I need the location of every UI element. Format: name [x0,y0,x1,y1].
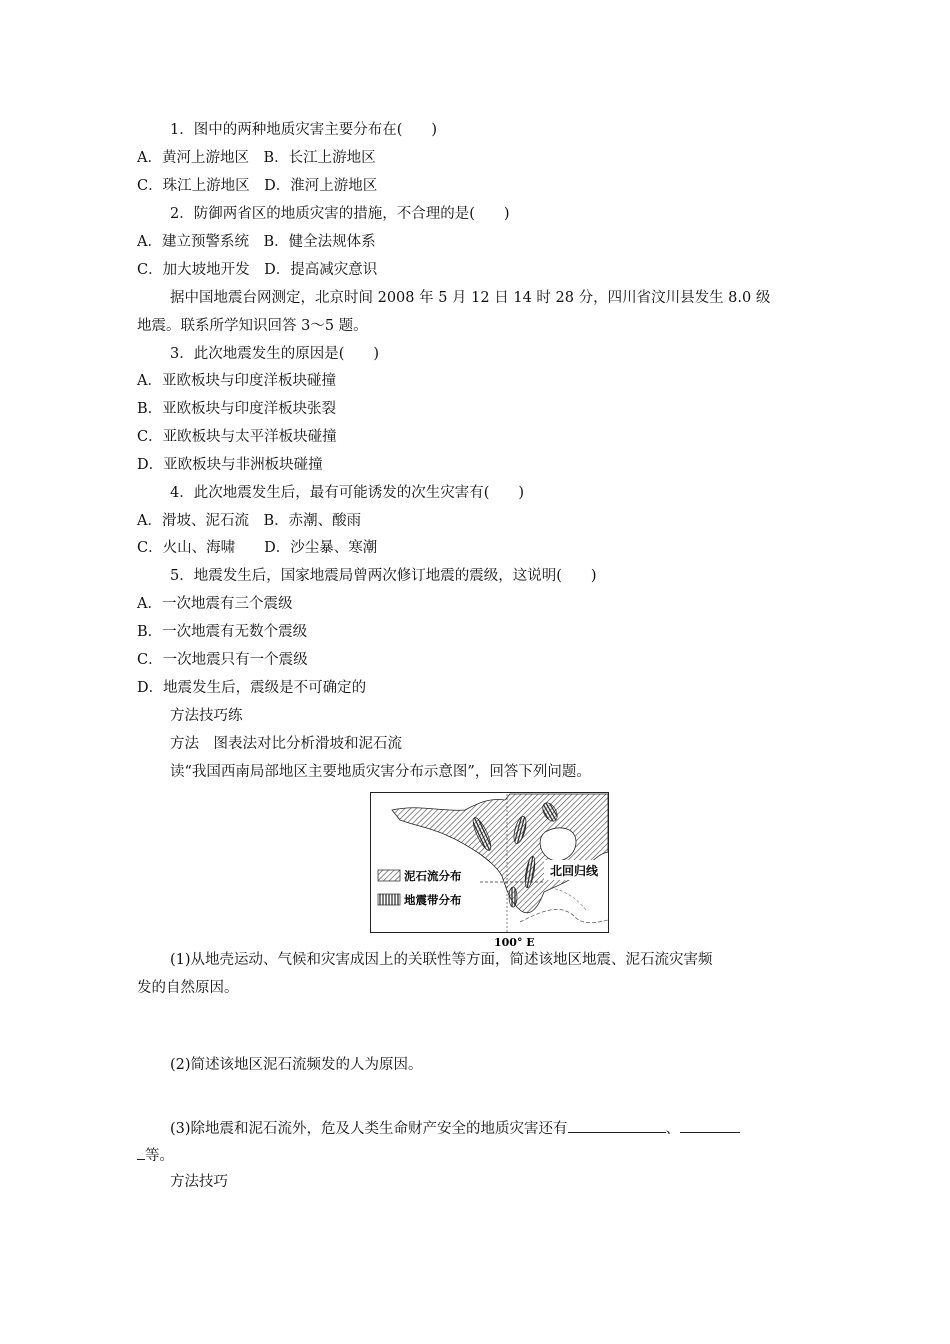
intro-line-1: 据中国地震台网测定，北京时间 2008 年 5 月 12 日 14 时 28 分，四川省汶川县发生 8.0 级 [170,290,771,306]
quake-belt-4 [509,887,517,907]
part-3-line-1 [170,1118,740,1139]
question-5-option-d: D．地震发生后，震级是不可确定的 [137,680,367,696]
part-3-text: (3)除地震和泥石流外，危及人类生命财产安全的地质灾害还有 [170,1121,568,1137]
part-1-line-1: (1)从地壳运动、气候和灾害成因上的关联性等方面，简述该地区地震、泥石流灾害频 [170,952,713,968]
question-4-options-cd: C．火山、海啸 D．沙尘暴、寒潮 [137,540,378,556]
question-1-options-cd: C．珠江上游地区 D．淮河上游地区 [137,178,378,194]
longitude-label: 100° E [494,936,535,949]
question-5-option-a: A．一次地震有三个震级 [137,596,293,612]
question-1-options-ab: A．黄河上游地区 B．长江上游地区 [137,150,376,166]
method-section-title: 方法技巧练 [170,708,243,724]
question-3-option-c: C．亚欧板块与太平洋板块碰撞 [137,429,337,445]
question-5-option-b: B．一次地震有无数个震级 [137,624,308,640]
legend-quake-label: 地震带分布 [404,893,462,907]
intro-line-2: 地震。联系所学知识回答 3～5 题。 [137,318,368,334]
question-2-options-ab: A．建立预警系统 B．健全法规体系 [137,234,376,250]
geologic-hazard-map [370,792,610,952]
question-3-option-b: B．亚欧板块与印度洋板块张裂 [137,401,337,417]
legend-mudflow-label: 泥石流分布 [404,869,462,883]
answer-blank-1[interactable] [568,1118,666,1133]
question-3-option-a: A．亚欧板块与印度洋板块碰撞 [137,373,336,389]
legend-mudflow-swatch [378,870,400,881]
answer-blank-2a[interactable] [680,1118,740,1133]
part-3-separator: 、 [665,1121,681,1137]
read-instruction: 读“我国西南局部地区主要地质灾害分布示意图”，回答下列问题。 [170,764,591,780]
tropic-label: 北回归线 [550,864,599,878]
question-3-stem: 3．此次地震发生的原因是( ) [170,346,380,362]
question-5-stem: 5．地震发生后，国家地震局曾两次修订地震的震级，这说明( ) [170,568,597,584]
question-1-stem: 1．图中的两种地质灾害主要分布在( ) [170,122,438,138]
question-5-option-c: C．一次地震只有一个震级 [137,652,308,668]
part-2: (2)简述该地区泥石流频发的人为原因。 [170,1057,423,1073]
answer-blank-2b[interactable] [137,1145,145,1160]
legend-quake-swatch [378,894,400,905]
method-heading: 方法 图表法对比分析滑坡和泥石流 [170,736,402,752]
part-3-line-2 [137,1145,174,1166]
question-2-options-cd: C．加大坡地开发 D．提高减灾意识 [137,262,378,278]
question-2-stem: 2．防御两省区的地质灾害的措施，不合理的是( ) [170,206,510,222]
part-1-line-2: 发的自然原因。 [137,980,239,996]
map-graphic [370,792,610,952]
tips-heading: 方法技巧 [170,1174,228,1190]
question-3-option-d: D．亚欧板块与非洲板块碰撞 [137,457,323,473]
question-4-options-ab: A．滑坡、泥石流 B．赤潮、酸雨 [137,513,362,529]
question-4-stem: 4．此次地震发生后，最有可能诱发的次生灾害有( ) [170,485,525,501]
part-3-end: 等。 [145,1148,174,1164]
